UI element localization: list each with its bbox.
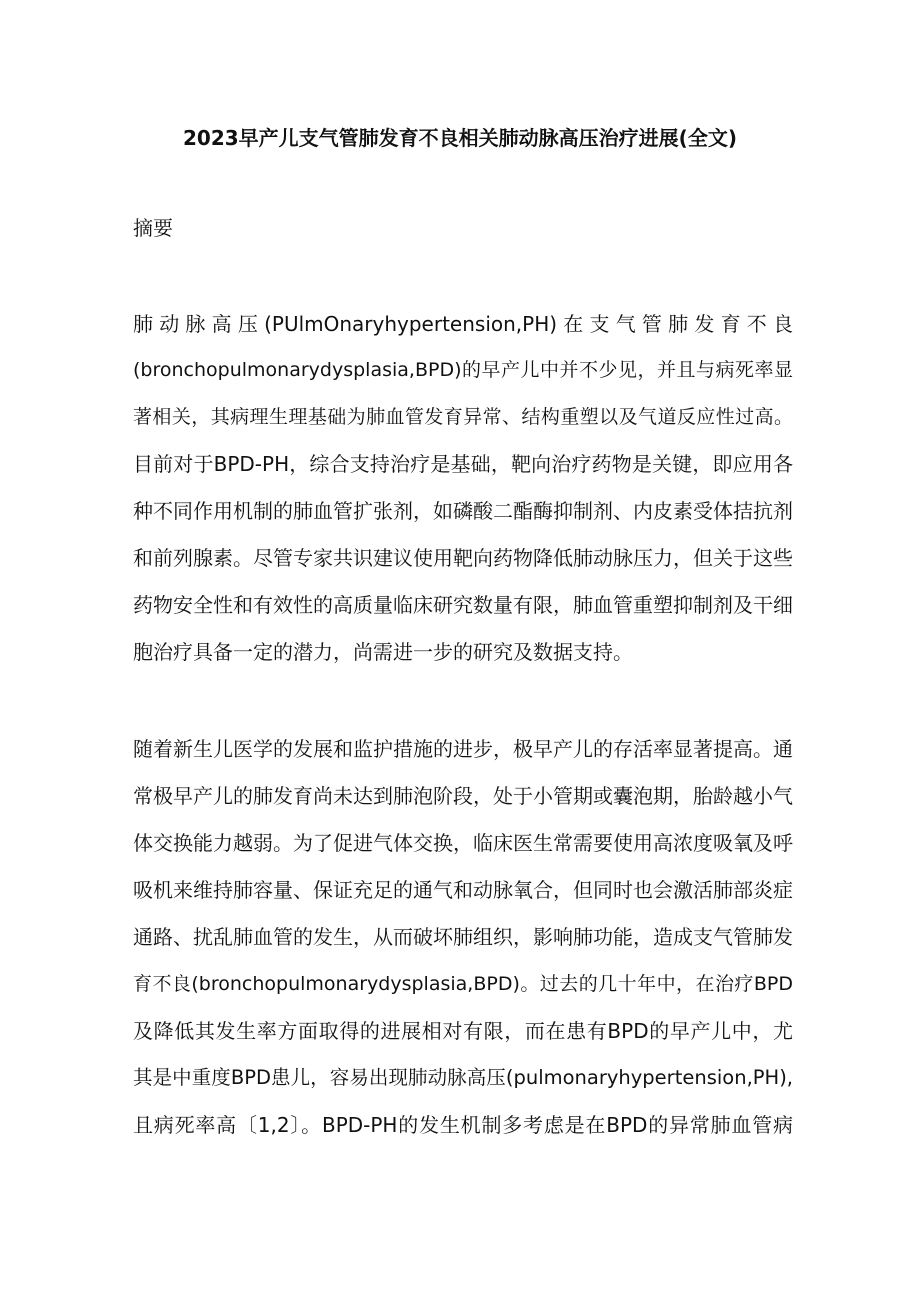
paragraph-line: 且病死率高〔1,2〕。BPD-PH的发生机制多考虑是在BPD的异常肺血管病 (133, 1113, 793, 1137)
paragraph-line: 肺动脉高压(PUlmOnaryhypertension,PH)在支气管肺发育不良 (133, 312, 793, 336)
paragraph-line: 药物安全性和有效性的高质量临床研究数量有限，肺血管重塑抑制剂及干细 (133, 593, 793, 617)
document-title: 2023早产儿支气管肺发育不良相关肺动脉高压治疗进展(全文) (183, 126, 737, 150)
paragraph-line: 种不同作用机制的肺血管扩张剂，如磷酸二酯酶抑制剂、内皮素受体拮抗剂 (133, 499, 793, 523)
paragraph-line: 体交换能力越弱。为了促进气体交换，临床医生常需要使用高浓度吸氧及呼 (133, 831, 793, 855)
paragraph-line: 其是中重度BPD患儿，容易出现肺动脉高压(pulmonaryhypertension,PH), (133, 1066, 793, 1089)
paragraph-line: 通路、扰乱肺血管的发生，从而破坏肺组织，影响肺功能，造成支气管肺发 (133, 925, 793, 949)
paragraph-line: 胞治疗具备一定的潜力，尚需进一步的研究及数据支持。 (133, 640, 633, 664)
paragraph-line: 及降低其发生率方面取得的进展相对有限，而在患有BPD的早产儿中，尤 (133, 1019, 793, 1043)
paragraph-line: 著相关，其病理生理基础为肺血管发育异常、结构重塑以及气道反应性过高。 (133, 406, 793, 428)
paragraph-line: 育不良(bronchopulmonarydysplasia,BPD)。过去的几十年中，在治疗BPD (133, 973, 793, 995)
paragraph-line: 常极早产儿的肺发育尚未达到肺泡阶段，处于小管期或囊泡期，胎龄越小气 (133, 784, 793, 808)
paragraph-line: (bronchopulmonarydysplasia,BPD)的早产儿中并不少见，并且与病死率显 (133, 359, 793, 381)
paragraph-line: 吸机来维持肺容量、保证充足的通气和动脉氧合，但同时也会激活肺部炎症 (133, 878, 793, 902)
paragraph-line: 和前列腺素。尽管专家共识建议使用靶向药物降低肺动脉压力，但关于这些 (133, 546, 793, 570)
paragraph-line: 目前对于BPD-PH，综合支持治疗是基础，靶向治疗药物是关键，即应用各 (133, 452, 793, 476)
abstract-heading: 摘要 (133, 216, 173, 240)
paragraph-line: 随着新生儿医学的发展和监护措施的进步，极早产儿的存活率显著提高。通 (133, 737, 793, 761)
